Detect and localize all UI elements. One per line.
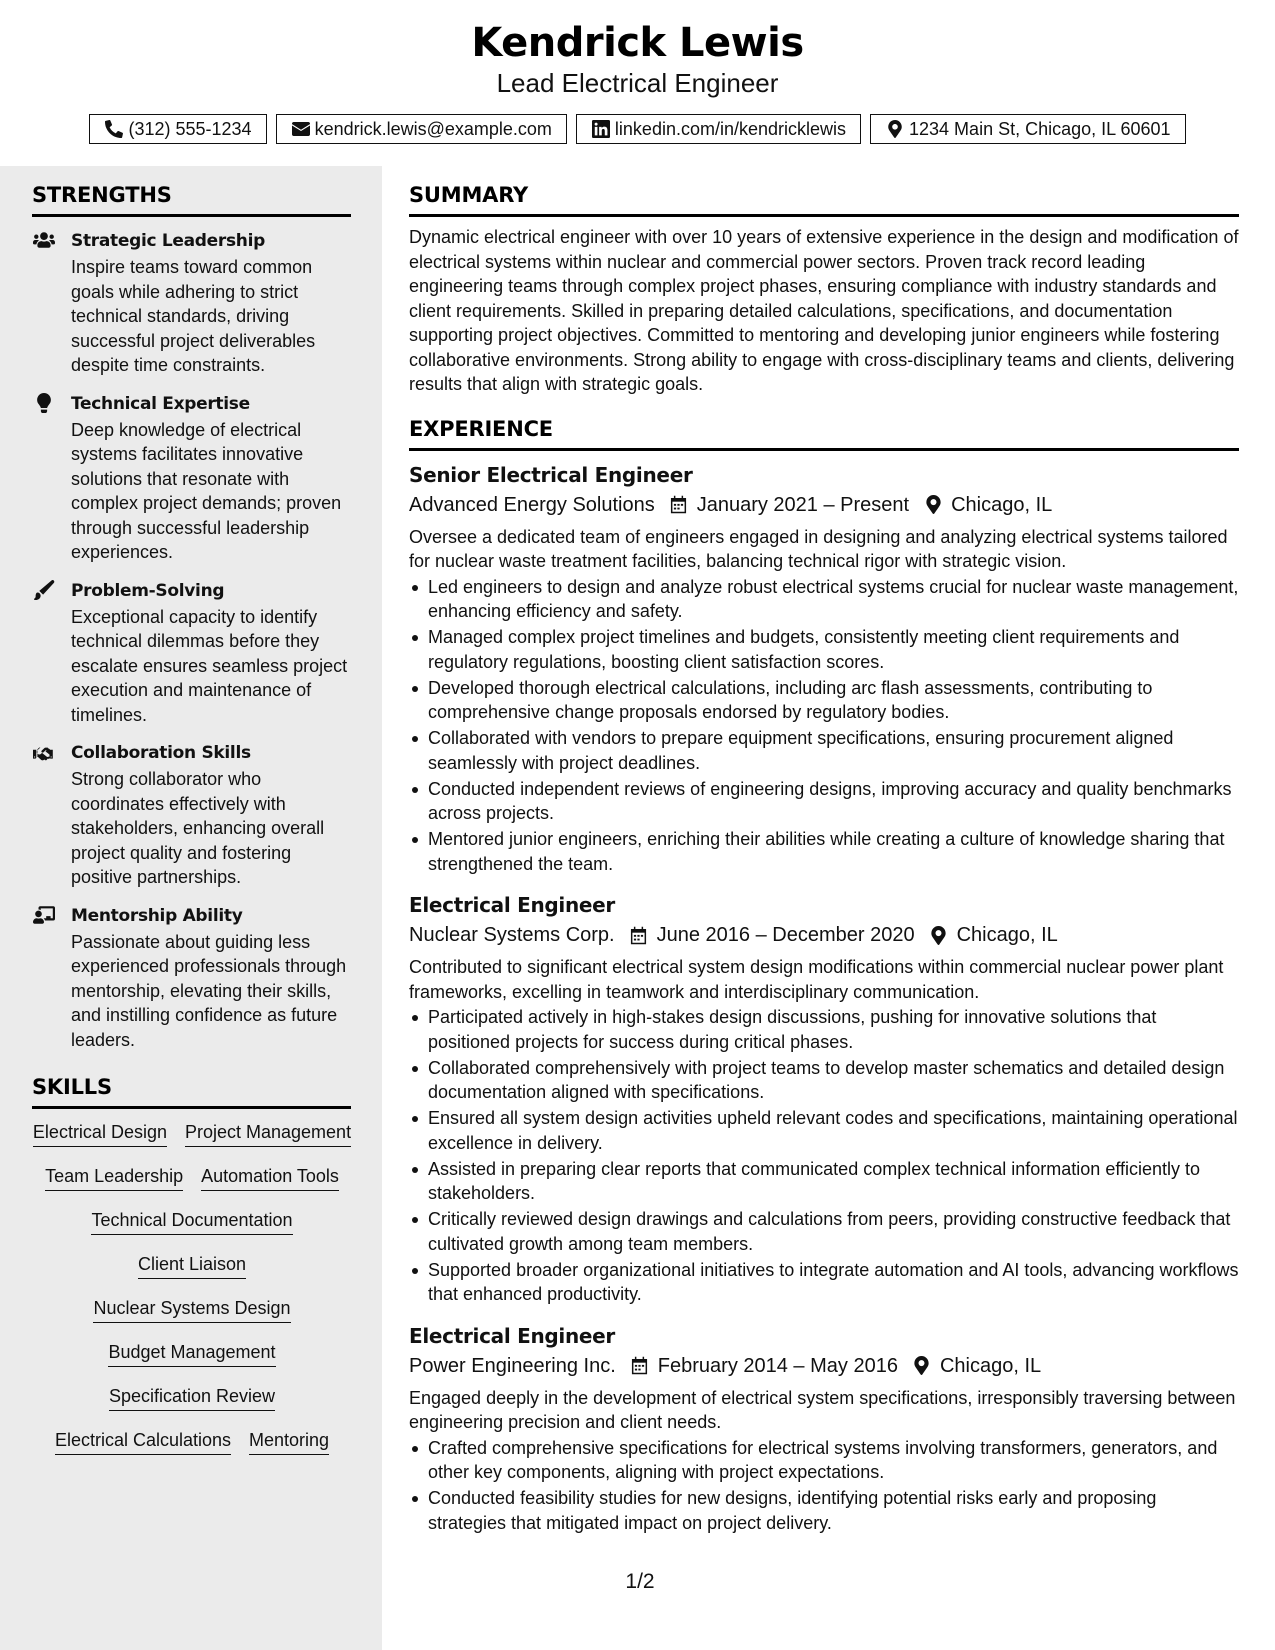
contact-email[interactable]: [276, 114, 567, 144]
candidate-title: Lead Electrical Engineer: [496, 68, 779, 98]
skills-heading: SKILLS: [32, 1075, 112, 1099]
handshake-icon: [32, 742, 56, 762]
strength-name: Problem-Solving: [71, 580, 225, 601]
map-pin-icon: [923, 495, 943, 515]
users-icon: [32, 230, 56, 250]
skills-list: [32, 1120, 352, 1472]
linkedin-icon: [591, 119, 611, 139]
contact-email-text: kendrick.lewis@example.com: [314, 118, 552, 139]
skill-tag: Nuclear Systems Design: [93, 1296, 290, 1323]
job-title: Senior Electrical Engineer: [409, 462, 693, 487]
experience-divider: [409, 448, 1239, 451]
chalkboard-teacher-icon: [32, 905, 56, 925]
list-item: Collaborated comprehensively with project teams to develop master schematics and detailed design documentation aligned with specifications.: [409, 1056, 1239, 1105]
strength-name: Mentorship Ability: [71, 905, 243, 926]
paintbrush-icon: [32, 580, 56, 600]
skill-tag: Budget Management: [108, 1340, 275, 1367]
skill-tag: Project Management: [185, 1120, 351, 1147]
skill-tag: Team Leadership: [45, 1164, 183, 1191]
contact-bar: [0, 114, 1275, 144]
strength-description: Strong collaborator who coordinates effectively with stakeholders, enhancing overall project quality and fostering positive partnerships.: [71, 769, 325, 887]
strength-name: Strategic Leadership: [71, 231, 266, 251]
contact-address[interactable]: [870, 114, 1186, 144]
job-dates: January 2021 – Present: [696, 493, 910, 516]
skill-tag: Technical Documentation: [91, 1208, 292, 1235]
job-location: Chicago, IL: [956, 924, 1058, 946]
summary-divider: [409, 214, 1239, 217]
job-meta: [409, 490, 1239, 520]
list-item: Conducted feasibility studies for new designs, identifying potential risks early and proposing strategies that mitigated impact on project delivery.: [409, 1486, 1239, 1535]
main-column: [409, 183, 1239, 1537]
skills-divider: [32, 1106, 351, 1109]
strength-item: [32, 903, 352, 1053]
job-bullets: [409, 575, 1239, 877]
job-title: Electrical Engineer: [409, 893, 615, 917]
job-dates: June 2016 – December 2020: [656, 924, 915, 946]
strengths-list: [32, 228, 352, 1065]
phone-icon: [104, 119, 124, 139]
strength-item: [32, 391, 352, 565]
strengths-heading: STRENGTHS: [32, 183, 172, 207]
job-description: Contributed to significant electrical system design modifications within commercial nuclear power plant frameworks, excelling in teamwork and interdisciplinary communication.: [409, 957, 1224, 1002]
list-item: Crafted comprehensive specifications for electrical systems involving transformers, generators, and other key components, aligning with project expectations.: [409, 1436, 1239, 1485]
strength-description: Exceptional capacity to identify technical dilemmas before they escalate ensures seamless project execution and maintenance of timelines.: [71, 606, 348, 725]
contact-address-text: 1234 Main St, Chicago, IL 60601: [909, 118, 1171, 139]
strength-description: Inspire teams toward common goals while adhering to strict technical standards, driving successful project deliverables despite time constraints.: [71, 257, 316, 375]
job-location: Chicago, IL: [951, 493, 1053, 516]
strength-description: Passionate about guiding less experienced professionals through mentorship, elevating their skills, and instilling confidence as future leaders.: [71, 931, 347, 1050]
lightbulb-icon: [32, 393, 56, 413]
skill-tag: Specification Review: [109, 1384, 275, 1411]
calendar-icon: [629, 925, 649, 945]
list-item: Mentored junior engineers, enriching their abilities while creating a culture of knowledge sharing that strengthened the team.: [409, 827, 1239, 876]
list-item: Ensured all system design activities upheld relevant codes and specifications, maintaining operational excellence in delivery.: [409, 1106, 1239, 1155]
skill-tag: Automation Tools: [201, 1164, 339, 1191]
list-item: Developed thorough electrical calculations, including arc flash assessments, contributing to comprehensive change proposals endorsed by regulatory bodies.: [409, 676, 1239, 725]
job-location: Chicago, IL: [939, 1354, 1042, 1377]
job-bullets: [409, 1005, 1239, 1307]
contact-phone-text: (312) 555-1234: [128, 118, 252, 139]
job-entry: [409, 890, 1239, 1307]
envelope-icon: [291, 119, 311, 139]
strengths-divider: [32, 214, 351, 217]
contact-linkedin-text: linkedin.com/in/kendricklewis: [614, 118, 847, 139]
contact-phone[interactable]: [89, 114, 266, 144]
job-entry: [409, 460, 1239, 877]
job-title: Electrical Engineer: [409, 1323, 615, 1348]
strength-description: Deep knowledge of electrical systems facilitates innovative solutions that resonate with complex project demands; proven through successful leadership experiences.: [71, 419, 342, 562]
candidate-name: Kendrick Lewis: [471, 20, 804, 66]
summary-text: Dynamic electrical engineer with over 10 years of extensive experience in the design and modification of electrical systems within nuclear and commercial power sectors. Proven track record leading engineering teams through complex project phases, ensuring compliance with industry standards and client requirements. Skilled in preparing detailed calculations, specifications, and documentation supporting project objectives. Committed to mentoring and developing junior engineers while fostering collaborative environments. Strong ability to engage with cross-disciplinary teams and clients, delivering results that align with strategic goals.: [409, 227, 1239, 394]
list-item: Supported broader organizational initiatives to integrate automation and AI tools, advancing workflows that enhanced productivity.: [409, 1258, 1239, 1307]
contact-linkedin[interactable]: [576, 114, 861, 144]
map-pin-icon: [885, 119, 905, 139]
job-description: Oversee a dedicated team of engineers engaged in designing and analyzing electrical systems tailored for nuclear waste treatment facilities, balancing technical rigor with strategic vision.: [409, 526, 1228, 571]
job-entry: [409, 1321, 1239, 1536]
job-company: Advanced Energy Solutions: [409, 493, 655, 516]
calendar-icon: [630, 1356, 650, 1376]
page-number: 1/2: [625, 1570, 655, 1593]
strength-item: [32, 578, 352, 728]
job-bullets: [409, 1436, 1239, 1536]
skill-tag: Client Liaison: [138, 1252, 246, 1279]
job-company: Nuclear Systems Corp.: [409, 924, 615, 946]
strength-item: [32, 740, 352, 890]
resume-header: [0, 18, 1275, 99]
job-meta: [409, 920, 1239, 950]
list-item: Assisted in preparing clear reports that communicated complex technical information efficiently to stakeholders.: [409, 1157, 1239, 1206]
map-pin-icon: [929, 925, 949, 945]
skill-tag: Electrical Calculations: [55, 1428, 231, 1455]
list-item: Collaborated with vendors to prepare equipment specifications, ensuring procurement aligned seamlessly with project deadlines.: [409, 726, 1239, 775]
calendar-icon: [669, 495, 689, 515]
job-meta: [409, 1351, 1239, 1381]
strength-name: Collaboration Skills: [71, 743, 251, 763]
skill-tag: Electrical Design: [33, 1120, 167, 1147]
list-item: Led engineers to design and analyze robust electrical systems crucial for nuclear waste management, enhancing efficiency and safety.: [409, 575, 1239, 624]
list-item: Conducted independent reviews of engineering designs, improving accuracy and quality benchmarks across projects.: [409, 777, 1239, 826]
list-item: Managed complex project timelines and budgets, consistently meeting client requirements and regulatory regulations, boosting client satisfaction scores.: [409, 625, 1239, 674]
strength-item: [32, 228, 352, 378]
summary-heading: SUMMARY: [409, 183, 529, 207]
job-company: Power Engineering Inc.: [409, 1354, 616, 1377]
experience-heading: EXPERIENCE: [409, 416, 553, 441]
skill-tag: Mentoring: [249, 1428, 329, 1455]
job-description: Engaged deeply in the development of electrical system specifications, irresponsibly traversing between engineering precision and client needs.: [409, 1387, 1236, 1432]
strength-name: Technical Expertise: [71, 393, 250, 414]
map-pin-icon: [912, 1356, 932, 1376]
list-item: Participated actively in high-stakes design discussions, pushing for innovative solutions that positioned projects for success during critical phases.: [409, 1005, 1239, 1054]
job-dates: February 2014 – May 2016: [657, 1354, 898, 1377]
list-item: Critically reviewed design drawings and calculations from peers, providing constructive feedback that cultivated growth among team members.: [409, 1207, 1239, 1256]
